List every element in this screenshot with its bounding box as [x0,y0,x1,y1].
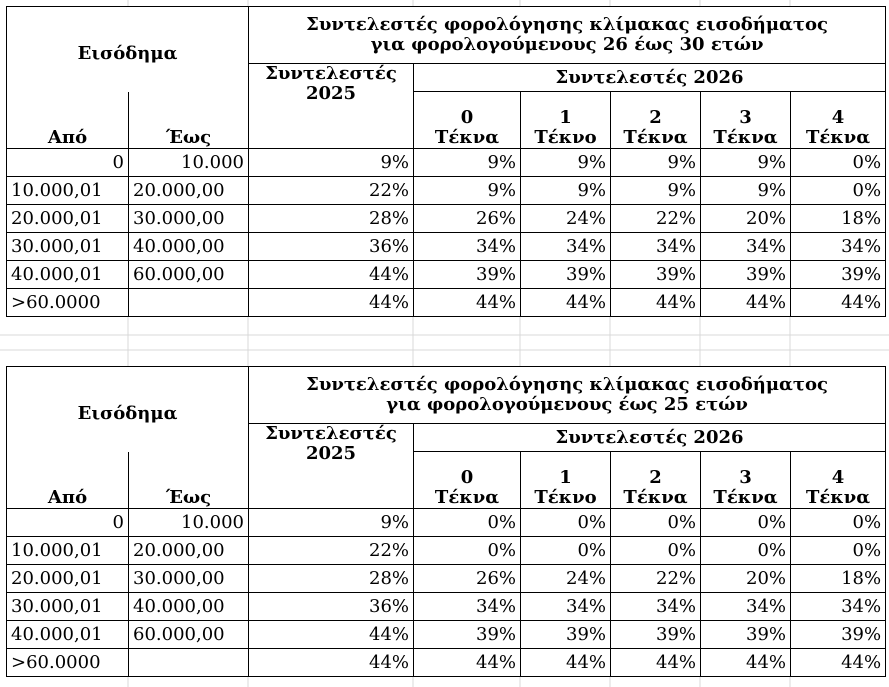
rate-c1-cell: 34% [521,593,611,621]
table-row [7,205,886,233]
table-row [7,261,886,289]
rate-c2-cell: 0% [611,509,701,537]
table-row [7,565,886,593]
children-2-header: 2 Τέκνα [611,92,701,149]
rates-2026-header: Συντελεστές 2026 [414,424,886,452]
to-cell: 40.000,00 [129,593,249,621]
rate-c0-cell: 39% [414,261,521,289]
children-0-header: 0 Τέκνα [414,452,521,509]
rate-c3-cell: 34% [701,233,791,261]
rate-2025-cell: 44% [249,649,414,677]
to-cell: 40.000,00 [129,233,249,261]
rate-c0-cell: 26% [414,565,521,593]
table-row [7,233,886,261]
rate-c4-cell: 0% [791,149,886,177]
rate-2025-cell: 28% [249,565,414,593]
rate-c0-cell: 44% [414,649,521,677]
to-cell: 30.000,00 [129,205,249,233]
rate-c4-cell: 0% [791,537,886,565]
tax-table-26-30 [6,6,886,317]
from-cell: 30.000,01 [7,593,129,621]
from-header: Από [7,452,129,509]
rate-c1-cell: 0% [521,537,611,565]
table-row [7,177,886,205]
to-header: Έως [129,452,249,509]
title-line-2: για φορολογούμενους 26 έως 30 ετών [370,34,764,55]
income-header: Εισόδημα [7,367,249,424]
rate-c1-cell: 39% [521,261,611,289]
from-cell: 20.000,01 [7,565,129,593]
rate-c2-cell: 0% [611,537,701,565]
from-cell: 0 [7,509,129,537]
rate-c0-cell: 34% [414,233,521,261]
to-cell: 10.000 [129,509,249,537]
rate-c4-cell: 18% [791,565,886,593]
rate-c2-cell: 39% [611,261,701,289]
from-cell: 30.000,01 [7,233,129,261]
rate-c4-cell: 0% [791,177,886,205]
to-cell: 20.000,00 [129,537,249,565]
from-cell: 10.000,01 [7,537,129,565]
rate-c1-cell: 34% [521,233,611,261]
title-line-2: για φορολογούμενους έως 25 ετών [386,394,748,415]
rate-c3-cell: 39% [701,621,791,649]
from-cell: 10.000,01 [7,177,129,205]
rate-c3-cell: 44% [701,289,791,317]
children-0-header: 0 Τέκνα [414,92,521,149]
rate-c1-cell: 44% [521,289,611,317]
from-cell: 20.000,01 [7,205,129,233]
rate-c4-cell: 18% [791,205,886,233]
rates-2025-header: Συντελεστές 2025 [249,424,414,509]
rate-c2-cell: 34% [611,593,701,621]
to-cell: 30.000,00 [129,565,249,593]
rate-c3-cell: 0% [701,537,791,565]
rate-2025-cell: 44% [249,289,414,317]
rate-c0-cell: 0% [414,537,521,565]
rate-c2-cell: 22% [611,205,701,233]
rate-c3-cell: 9% [701,177,791,205]
rate-c4-cell: 34% [791,233,886,261]
rate-c1-cell: 44% [521,649,611,677]
rate-c1-cell: 0% [521,509,611,537]
to-cell [129,289,249,317]
rate-2025-cell: 36% [249,593,414,621]
rate-c4-cell: 39% [791,621,886,649]
from-cell: 40.000,01 [7,261,129,289]
rate-c0-cell: 39% [414,621,521,649]
children-4-header: 4 Τέκνα [791,92,886,149]
table-title [249,7,886,64]
rates-2025-header: Συντελεστές 2025 [249,64,414,149]
rate-c0-cell: 44% [414,289,521,317]
rate-c2-cell: 9% [611,177,701,205]
rate-c0-cell: 34% [414,593,521,621]
rate-2025-cell: 9% [249,509,414,537]
header-empty-cell [7,64,129,92]
table-row [7,289,886,317]
rate-c3-cell: 44% [701,649,791,677]
rate-c4-cell: 39% [791,261,886,289]
rate-c0-cell: 26% [414,205,521,233]
from-cell: 40.000,01 [7,621,129,649]
rate-c2-cell: 44% [611,649,701,677]
table-row [7,537,886,565]
from-cell: 0 [7,149,129,177]
header-empty-cell [7,424,129,452]
rate-c2-cell: 44% [611,289,701,317]
rate-c3-cell: 9% [701,149,791,177]
rate-2025-cell: 28% [249,205,414,233]
header-empty-cell [129,64,249,92]
rates-2026-header: Συντελεστές 2026 [414,64,886,92]
rate-c3-cell: 0% [701,509,791,537]
to-cell: 60.000,00 [129,621,249,649]
rate-c3-cell: 34% [701,593,791,621]
rate-c3-cell: 20% [701,205,791,233]
children-1-header: 1 Τέκνο [521,452,611,509]
income-header: Εισόδημα [7,7,249,64]
children-3-header: 3 Τέκνα [701,92,791,149]
children-1-header: 1 Τέκνο [521,92,611,149]
header-empty-cell [129,424,249,452]
to-cell [129,649,249,677]
rate-c1-cell: 24% [521,565,611,593]
to-cell: 60.000,00 [129,261,249,289]
title-line-1: Συντελεστές φορολόγησης κλίμακας εισοδήματος [306,374,828,395]
table-title [249,367,886,424]
rate-c3-cell: 39% [701,261,791,289]
from-header: Από [7,92,129,149]
rate-2025-cell: 36% [249,233,414,261]
rate-c1-cell: 9% [521,177,611,205]
rate-2025-cell: 22% [249,177,414,205]
rate-c0-cell: 0% [414,509,521,537]
children-2-header: 2 Τέκνα [611,452,701,509]
rate-c2-cell: 34% [611,233,701,261]
rate-2025-cell: 9% [249,149,414,177]
rate-c4-cell: 44% [791,289,886,317]
tax-table-up-to-25 [6,366,886,677]
rate-c0-cell: 9% [414,149,521,177]
rate-2025-cell: 44% [249,621,414,649]
table-row [7,509,886,537]
to-cell: 20.000,00 [129,177,249,205]
from-cell: >60.0000 [7,289,129,317]
children-3-header: 3 Τέκνα [701,452,791,509]
rate-c4-cell: 34% [791,593,886,621]
rate-c1-cell: 24% [521,205,611,233]
title-line-1: Συντελεστές φορολόγησης κλίμακας εισοδήματος [306,14,828,35]
table-row [7,649,886,677]
to-cell: 10.000 [129,149,249,177]
table-row [7,593,886,621]
rate-c0-cell: 9% [414,177,521,205]
rate-c1-cell: 39% [521,621,611,649]
children-4-header: 4 Τέκνα [791,452,886,509]
rate-c2-cell: 9% [611,149,701,177]
rate-c4-cell: 44% [791,649,886,677]
to-header: Έως [129,92,249,149]
rate-c2-cell: 39% [611,621,701,649]
table-row [7,621,886,649]
rate-c4-cell: 0% [791,509,886,537]
rate-2025-cell: 44% [249,261,414,289]
rate-c3-cell: 20% [701,565,791,593]
table-row [7,149,886,177]
rate-2025-cell: 22% [249,537,414,565]
rate-c1-cell: 9% [521,149,611,177]
rate-c2-cell: 22% [611,565,701,593]
from-cell: >60.0000 [7,649,129,677]
